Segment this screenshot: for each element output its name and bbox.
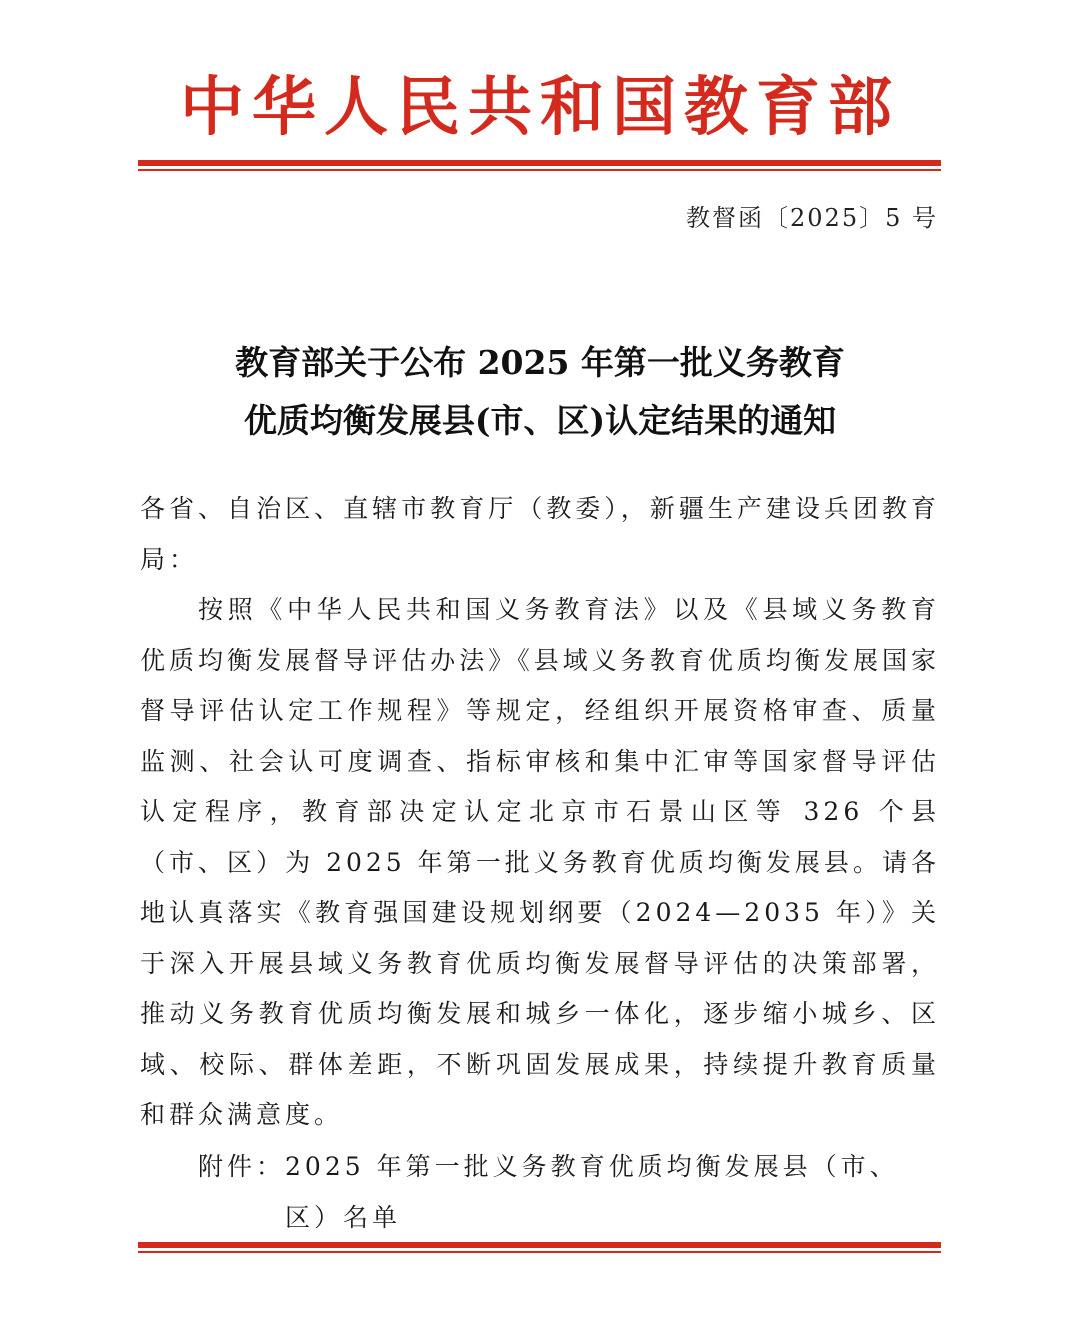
notice-title-line-1: 教育部关于公布 2025 年第一批义务教育	[235, 343, 845, 382]
attachment-label: 附件：	[198, 1152, 286, 1181]
body-paragraph: 按照《中华人民共和国义务教育法》以及《县域义务教育优质均衡发展督导评估办法》《县域义务教育优质均衡发展国家督导评估认定工作规程》等规定，经组织开展资格审查、质量监测、社会认可度调查、指标审核和集中汇审等国家督导评估认定程序，教育部决定认定北京市石景山区等 326 个县（市、区）为 2025 年第一批义务教育优质均衡发展县。请各地认真落实《教育强国建设规划纲要（2024—2035 年）》关于深入开展县域义务教育优质均衡发展督导评估的决策部署，推动义务教育优质均衡发展和城乡一体化，逐步缩小城乡、区域、校际、群体差距，不断巩固发展成果，持续提升教育质量和群众满意度。	[140, 595, 940, 1129]
attachment	[198, 1142, 942, 1243]
salutation: 各省、自治区、直辖市教育厅（教委），新疆生产建设兵团教育局：	[140, 494, 940, 574]
notice-body	[140, 484, 940, 1141]
footer-red-rule	[138, 1242, 941, 1253]
notice-title-line-2: 优质均衡发展县(市、区)认定结果的通知	[243, 401, 837, 440]
attachment-link[interactable]: 2025 年第一批义务教育优质均衡发展县（市、区）名单	[285, 1152, 899, 1232]
document-number: 教督函〔2025〕5 号	[686, 204, 938, 232]
ministry-header-title: 中华人民共和国教育部	[180, 70, 900, 145]
header-red-rule	[138, 160, 941, 171]
notice-title	[0, 334, 1080, 450]
